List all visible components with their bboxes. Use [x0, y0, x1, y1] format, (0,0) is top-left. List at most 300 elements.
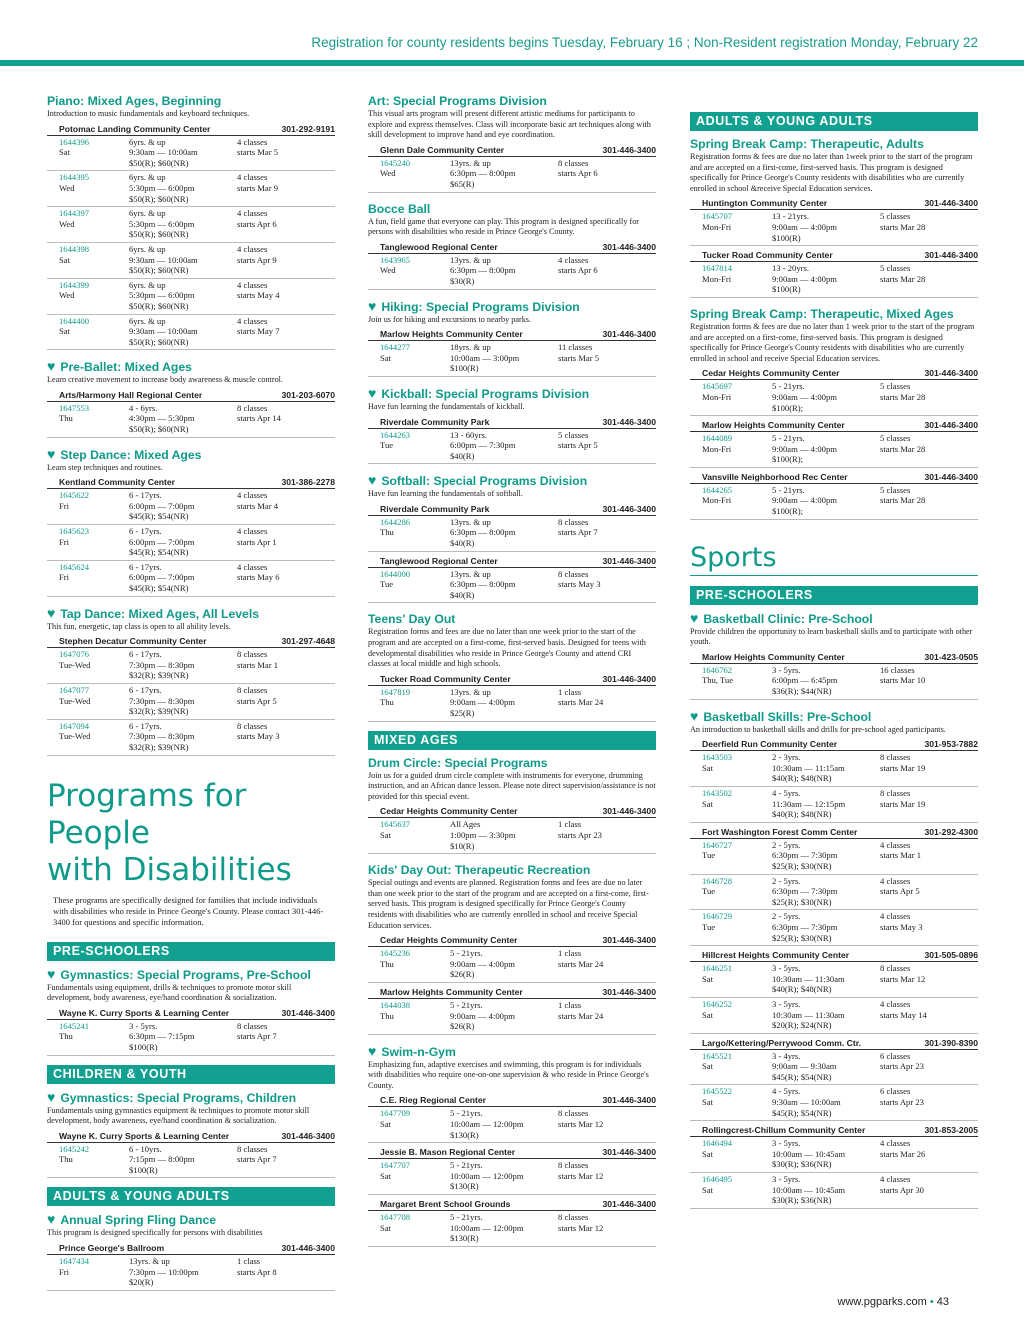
- session-day: Tue-Wed: [59, 659, 91, 670]
- session-col-count: [880, 876, 978, 908]
- session-row: [47, 243, 335, 279]
- session-start: starts Mar 1: [237, 659, 279, 670]
- course-code[interactable]: 1643965: [380, 254, 411, 265]
- session-start: starts Mar 28: [880, 443, 926, 454]
- section-list: [368, 756, 656, 1247]
- session-col-count: [237, 280, 335, 312]
- program-block: [368, 1044, 656, 1247]
- session-count: 8 classes: [237, 1143, 268, 1154]
- session-start: starts Apr 6: [558, 265, 598, 276]
- course-code[interactable]: 1644398: [59, 243, 90, 254]
- page-footer: [838, 1296, 950, 1308]
- session-start: starts Apr 23: [880, 1061, 924, 1072]
- course-code[interactable]: 1645697: [702, 381, 733, 392]
- session-start: starts Mar 19: [880, 762, 926, 773]
- session-row: [47, 1020, 335, 1056]
- session-time: 10:00am — 12:00pm: [450, 1170, 524, 1181]
- session-row: [368, 1159, 656, 1195]
- session-count: 4 classes: [237, 279, 268, 290]
- session-fee: $20(R); $24(NR): [772, 1020, 832, 1031]
- session-time: 6:00pm — 7:30pm: [450, 440, 516, 451]
- program-title-text: Kids' Day Out: Therapeutic Recreation: [368, 863, 591, 878]
- course-code[interactable]: 1647814: [702, 263, 733, 274]
- course-code[interactable]: 1644277: [380, 342, 411, 353]
- program-title: [368, 386, 656, 401]
- session-col-code: [702, 999, 772, 1031]
- course-code[interactable]: 1644089: [702, 433, 733, 444]
- session-start: starts Mar 28: [880, 221, 926, 232]
- session-col-count: [558, 1212, 656, 1244]
- session-age: 5 - 21yrs.: [450, 948, 483, 959]
- session-col-time: [129, 490, 237, 522]
- session-fee: $100(R): [772, 284, 801, 295]
- session-start: starts Apr 5: [237, 695, 277, 706]
- session-count: 8 classes: [237, 1020, 268, 1031]
- session-fee: $30(R); $36(NR): [772, 1159, 832, 1170]
- session-count: 5 classes: [880, 433, 911, 444]
- session-row: [690, 751, 978, 787]
- program-block: [47, 447, 335, 597]
- program-description: Have fun learning the fundamentals of kickball.: [368, 401, 525, 411]
- session-age: 2 - 5yrs.: [772, 875, 801, 886]
- session-col-time: [450, 1000, 558, 1032]
- session-row: [368, 999, 656, 1035]
- session-time: 9:30am — 10:00am: [129, 147, 198, 158]
- session-count: 4 classes: [558, 254, 589, 265]
- session-start: starts Mar 28: [880, 391, 926, 402]
- session-fee: $32(R); $39(NR): [129, 741, 189, 752]
- session-fee: $45(R); $54(NR): [129, 583, 189, 593]
- session-time: 6:30pm — 7:15pm: [129, 1031, 195, 1042]
- session-col-time: [450, 948, 558, 980]
- session-count: 4 classes: [880, 998, 911, 1009]
- program-block: [690, 137, 978, 298]
- session-row: [47, 1255, 335, 1291]
- program-block: [690, 611, 978, 700]
- session-age: 5 - 21yrs.: [450, 999, 483, 1010]
- session-start: starts Mar 12: [558, 1170, 604, 1181]
- session-start: starts Apr 7: [558, 527, 598, 538]
- session-col-code: [59, 1144, 129, 1176]
- course-code[interactable]: 1647094: [59, 720, 90, 731]
- location-header: [368, 501, 656, 516]
- session-col-time: [772, 485, 880, 517]
- session-day: Mon-Fri: [702, 273, 732, 284]
- location-phone: 301-292-9191: [281, 123, 335, 134]
- course-code[interactable]: 1645623: [59, 526, 90, 537]
- session-count: 4 classes: [880, 911, 911, 922]
- session-fee: $100(R): [129, 1164, 158, 1175]
- session-age: 6yrs. & up: [129, 172, 166, 183]
- section-list: [47, 1212, 335, 1290]
- location-header: [368, 1196, 656, 1211]
- session-col-code: [702, 963, 772, 995]
- session-age: 3 - 5yrs.: [129, 1020, 158, 1031]
- course-code[interactable]: 1646727: [702, 839, 733, 850]
- program-block: [690, 307, 978, 520]
- location-name: Vansville Neighborhood Rec Center: [702, 471, 848, 482]
- session-col-time: [129, 137, 237, 169]
- session-row: [368, 686, 656, 722]
- location-name: Margaret Brent School Grounds: [380, 1199, 511, 1210]
- session-day: Sat: [702, 798, 713, 809]
- session-time: 6:00pm — 6:45pm: [772, 675, 838, 686]
- program-description: Fundamentals using gymnastics equipment & techniques to promote motor skill development, body awareness, eye/hand coordination & socialization.: [47, 1105, 310, 1126]
- location-header: [690, 947, 978, 962]
- location-phone: 301-446-3400: [602, 986, 656, 997]
- session-row: [690, 910, 978, 946]
- location-header: [690, 824, 978, 839]
- session-col-count: [880, 433, 978, 465]
- session-row: [47, 207, 335, 243]
- session-fee: $100(R): [450, 363, 479, 374]
- session-day: Thu: [380, 958, 394, 969]
- course-code[interactable]: 1644286: [380, 516, 411, 527]
- course-code[interactable]: 1645241: [59, 1020, 90, 1031]
- session-start: starts Apr 9: [237, 254, 277, 265]
- session-time: 6:30pm — 8:00pm: [450, 265, 516, 276]
- session-count: 6 classes: [880, 1086, 911, 1097]
- session-col-count: [558, 1000, 656, 1032]
- session-fee: $32(R); $39(NR): [129, 706, 189, 717]
- session-row: [690, 998, 978, 1034]
- heart-icon: ♥: [368, 384, 377, 401]
- session-start: starts Apr 5: [880, 886, 920, 897]
- session-start: starts Mar 12: [558, 1119, 604, 1130]
- session-time: 6:30pm — 7:30pm: [772, 850, 838, 861]
- session-age: 6yrs. & up: [129, 279, 166, 290]
- session-start: starts May 3: [558, 579, 601, 590]
- session-row: [690, 664, 978, 700]
- session-col-count: [880, 788, 978, 820]
- session-col-time: [450, 158, 558, 190]
- course-code[interactable]: 1647434: [59, 1256, 90, 1267]
- course-code[interactable]: 1644038: [380, 999, 411, 1010]
- location-phone: 301-446-3400: [602, 416, 656, 427]
- session-col-count: [558, 1160, 656, 1192]
- session-count: 1 class: [558, 948, 582, 959]
- program-description: Special outings and events are planned. Registration forms and fees are due no later than one week prior to the start of the program and are accepted on a first-come, first-served basis. This program is designed specifically for Prince George's County residents with disabilities who are currently enrolled in school and receive Special Education services.: [368, 878, 649, 930]
- location-name: Rollingcrest-Chillum Community Center: [702, 1125, 866, 1136]
- location-name: Cedar Heights Community Center: [380, 935, 518, 946]
- session-count: 6 classes: [880, 1050, 911, 1061]
- session-col-time: [450, 1108, 558, 1140]
- session-start: starts May 14: [880, 1009, 927, 1020]
- course-code[interactable]: 1645240: [380, 157, 411, 168]
- course-code[interactable]: 1644399: [59, 279, 90, 290]
- session-time: 10:30am — 11:30am: [772, 973, 845, 984]
- course-code[interactable]: 1644400: [59, 315, 90, 326]
- session-count: 4 classes: [880, 1174, 911, 1185]
- course-code[interactable]: 1647076: [59, 649, 90, 660]
- location-header: [368, 414, 656, 429]
- session-age: 6yrs. & up: [129, 243, 166, 254]
- session-day: Sat: [380, 1119, 391, 1130]
- session-col-code: [380, 819, 450, 851]
- course-code[interactable]: 1645637: [380, 819, 411, 830]
- session-col-code: [59, 685, 129, 717]
- session-start: starts Apr 5: [558, 440, 598, 451]
- session-count: 8 classes: [237, 649, 268, 660]
- session-col-count: [237, 1256, 335, 1288]
- program-title: [368, 612, 656, 626]
- course-code[interactable]: 1643503: [702, 752, 733, 763]
- session-row: [47, 525, 335, 561]
- location-name: Deerfield Run Community Center: [702, 739, 838, 750]
- location-phone: 301-446-3400: [602, 241, 656, 252]
- session-count: 1 class: [237, 1256, 261, 1267]
- session-col-code: [380, 569, 450, 601]
- session-fee: $36(R); $44(NR): [772, 686, 832, 697]
- course-code[interactable]: 1646251: [702, 963, 733, 974]
- location-phone: 301-446-3400: [602, 935, 656, 946]
- session-row: [690, 1137, 978, 1173]
- session-age: 6yrs. & up: [129, 136, 166, 147]
- course-code[interactable]: 1646252: [702, 998, 733, 1009]
- header-bar: [0, 22, 1024, 66]
- session-col-time: [450, 687, 558, 719]
- session-count: 8 classes: [237, 720, 268, 731]
- session-time: 9:00am — 4:00pm: [772, 221, 837, 232]
- program-block: [47, 359, 335, 437]
- session-start: starts May 4: [237, 290, 280, 301]
- session-row: [368, 1107, 656, 1143]
- session-col-count: [237, 137, 335, 169]
- course-code[interactable]: 1647707: [380, 1160, 411, 1171]
- program-title-text: Art: Special Programs Division: [368, 94, 547, 108]
- session-col-time: [129, 1144, 237, 1176]
- session-day: Sat: [702, 973, 713, 984]
- program-title-text: Hiking: Special Programs Division: [381, 299, 580, 314]
- session-col-time: [129, 280, 237, 312]
- session-start: starts Mar 9: [237, 182, 279, 193]
- session-fee: $50(R); $60(NR): [129, 193, 189, 204]
- program-description: Introduction to music fundamentals and keyboard techniques.: [47, 109, 250, 118]
- session-count: 4 classes: [237, 561, 268, 572]
- section-banner: ADULTS & YOUNG ADULTS: [690, 112, 978, 131]
- course-code[interactable]: 1644397: [59, 208, 90, 219]
- session-start: starts May 3: [237, 731, 280, 742]
- session-col-count: [558, 819, 656, 851]
- program-block: [690, 709, 978, 1209]
- program-title: [368, 863, 656, 877]
- session-day: Thu: [59, 1031, 73, 1042]
- session-time: 9:00am — 4:00pm: [772, 273, 837, 284]
- session-col-count: [558, 948, 656, 980]
- session-col-code: [380, 1160, 450, 1192]
- program-title: [368, 756, 656, 770]
- session-col-code: [59, 172, 129, 204]
- location-phone: 301-423-0505: [924, 651, 978, 662]
- session-fee: $100(R);: [772, 402, 804, 413]
- session-col-count: [237, 316, 335, 348]
- course-code[interactable]: 1645624: [59, 561, 90, 572]
- session-col-code: [380, 158, 450, 190]
- session-fee: $26(R): [450, 1021, 475, 1032]
- location-name: Wayne K. Curry Sports & Learning Center: [59, 1007, 230, 1018]
- location-phone: 301-446-3400: [602, 144, 656, 155]
- session-day: Sat: [59, 326, 70, 337]
- session-count: 5 classes: [880, 211, 911, 222]
- location-header: [690, 469, 978, 484]
- program-block: [47, 606, 335, 756]
- heart-icon: ♥: [47, 965, 56, 982]
- course-code[interactable]: 1644263: [380, 429, 411, 440]
- program-title-text: Piano: Mixed Ages, Beginning: [47, 94, 222, 108]
- location-header: [47, 1128, 335, 1143]
- session-count: 4 classes: [237, 526, 268, 537]
- registration-notice: Registration for county residents begins Tuesday, February 16 ; Non-Resident registration Monday, February 22: [311, 35, 978, 50]
- location-name: Cedar Heights Community Center: [380, 806, 518, 817]
- session-row: [368, 254, 656, 290]
- session-day: Thu: [59, 413, 73, 424]
- course-code[interactable]: 1647077: [59, 684, 90, 695]
- session-time: 7:30pm — 8:30pm: [129, 695, 195, 706]
- session-time: 6:00pm — 7:00pm: [129, 500, 195, 511]
- location-header: [690, 736, 978, 751]
- location-name: Stephen Decatur Community Center: [59, 636, 207, 647]
- session-start: starts Apr 23: [880, 1097, 924, 1108]
- course-code[interactable]: 1644265: [702, 484, 733, 495]
- session-col-code: [380, 1000, 450, 1032]
- session-col-count: [880, 1051, 978, 1083]
- website-link[interactable]: www.pgparks.com: [837, 1296, 927, 1308]
- session-start: starts Mar 12: [880, 973, 926, 984]
- session-col-count: [237, 526, 335, 558]
- program-title: [47, 1212, 335, 1227]
- program-description: Learn creative movement to increase body awareness & muscle control.: [47, 375, 283, 385]
- course-code[interactable]: 1645521: [702, 1050, 733, 1061]
- session-count: 8 classes: [558, 157, 589, 168]
- course-code[interactable]: 1646494: [702, 1138, 733, 1149]
- session-fee: $100(R);: [772, 454, 804, 465]
- session-row: [690, 787, 978, 823]
- session-row: [47, 489, 335, 525]
- location-header: [47, 1240, 335, 1255]
- location-name: Riverdale Community Park: [380, 503, 490, 514]
- session-time: 9:30am — 10:00am: [129, 326, 198, 337]
- session-row: [368, 568, 656, 604]
- session-count: 4 classes: [880, 875, 911, 886]
- course-code[interactable]: 1647553: [59, 402, 90, 413]
- session-fee: $32(R); $39(NR): [129, 670, 189, 681]
- program-title: [690, 307, 978, 321]
- session-col-code: [702, 1138, 772, 1170]
- session-row: [690, 484, 978, 520]
- session-fee: $45(R); $54(NR): [772, 1071, 832, 1082]
- section-banner: ADULTS & YOUNG ADULTS: [47, 1187, 335, 1206]
- course-code[interactable]: 1646762: [702, 664, 733, 675]
- session-age: 6yrs. & up: [129, 208, 166, 219]
- course-code[interactable]: 1644000: [380, 568, 411, 579]
- session-age: 3 - 5yrs.: [772, 963, 801, 974]
- session-day: Thu: [380, 527, 394, 538]
- session-day: Tue-Wed: [59, 695, 91, 706]
- course-code[interactable]: 1645522: [702, 1086, 733, 1097]
- course-code[interactable]: 1645242: [59, 1143, 90, 1154]
- session-row: [368, 516, 656, 552]
- session-age: 3 - 5yrs.: [772, 998, 801, 1009]
- session-day: Fri: [59, 572, 70, 583]
- session-col-count: [237, 403, 335, 435]
- course-code[interactable]: 1646729: [702, 911, 733, 922]
- session-fee: $40(R): [450, 538, 475, 549]
- session-col-time: [450, 569, 558, 601]
- session-col-code: [702, 1174, 772, 1206]
- course-code[interactable]: 1646495: [702, 1174, 733, 1185]
- program-block: [368, 94, 656, 193]
- session-col-count: [880, 911, 978, 943]
- session-age: 13yrs. & up: [450, 254, 491, 265]
- course-code[interactable]: 1643502: [702, 788, 733, 798]
- session-time: 10:00am — 3:00pm: [450, 352, 520, 363]
- program-title-text: Kickball: Special Programs Division: [381, 386, 590, 401]
- session-time: 9:30am — 10:00am: [129, 254, 198, 265]
- location-header: [368, 326, 656, 341]
- program-title-text: Bocce Ball: [368, 201, 431, 216]
- session-col-time: [772, 1051, 880, 1083]
- session-age: 2 - 5yrs.: [772, 911, 801, 922]
- session-time: 5:30pm — 6:00pm: [129, 290, 195, 301]
- course-code[interactable]: 1644396: [59, 136, 90, 147]
- location-header: [368, 553, 656, 568]
- session-col-time: [772, 433, 880, 465]
- session-col-code: [380, 1108, 450, 1140]
- session-fee: $25(R); $30(NR): [772, 896, 832, 907]
- course-code[interactable]: 1647708: [380, 1212, 411, 1223]
- course-code[interactable]: 1645236: [380, 948, 411, 959]
- session-col-count: [237, 649, 335, 681]
- course-code[interactable]: 1646728: [702, 875, 733, 886]
- session-day: Sat: [380, 1170, 391, 1181]
- program-description: Provide children the opportunity to learn basketball skills and to participate with other youth.: [690, 626, 973, 647]
- location-header: [47, 121, 335, 136]
- session-count: 4 classes: [237, 315, 268, 326]
- course-code[interactable]: 1645622: [59, 490, 90, 501]
- session-col-code: [380, 342, 450, 374]
- location-name: Cedar Heights Community Center: [702, 368, 840, 379]
- session-col-time: [450, 255, 558, 287]
- course-code[interactable]: 1647709: [380, 1108, 411, 1119]
- session-count: 8 classes: [558, 1212, 589, 1223]
- session-day: Sat: [702, 1184, 713, 1195]
- session-row: [47, 402, 335, 438]
- session-day: Sat: [59, 254, 70, 265]
- session-fee: $30(R); $36(NR): [772, 1195, 832, 1206]
- location-name: Tanglewood Regional Center: [380, 241, 498, 252]
- session-age: 13yrs. & up: [450, 686, 491, 697]
- program-title-text: Swim-n-Gym: [381, 1044, 456, 1059]
- session-day: Mon-Fri: [702, 443, 732, 454]
- session-fee: $30(R): [450, 275, 475, 286]
- course-code[interactable]: 1644395: [59, 172, 90, 183]
- session-col-code: [702, 788, 772, 820]
- location-phone: 301-446-3400: [281, 1130, 335, 1141]
- location-phone: 301-446-3400: [924, 420, 978, 431]
- course-code[interactable]: 1645707: [702, 211, 733, 222]
- course-code[interactable]: 1647819: [380, 686, 411, 697]
- session-row: [47, 561, 335, 597]
- section-list: [47, 94, 335, 756]
- session-fee: $45(R); $54(NR): [772, 1107, 832, 1118]
- session-row: [368, 157, 656, 193]
- session-age: 4 - 5yrs.: [772, 788, 801, 798]
- session-col-count: [237, 1144, 335, 1176]
- location-phone: 301-446-3400: [924, 250, 978, 261]
- session-col-code: [59, 562, 129, 594]
- session-fee: $100(R): [129, 1041, 158, 1052]
- program-title-text: Annual Spring Fling Dance: [60, 1213, 217, 1228]
